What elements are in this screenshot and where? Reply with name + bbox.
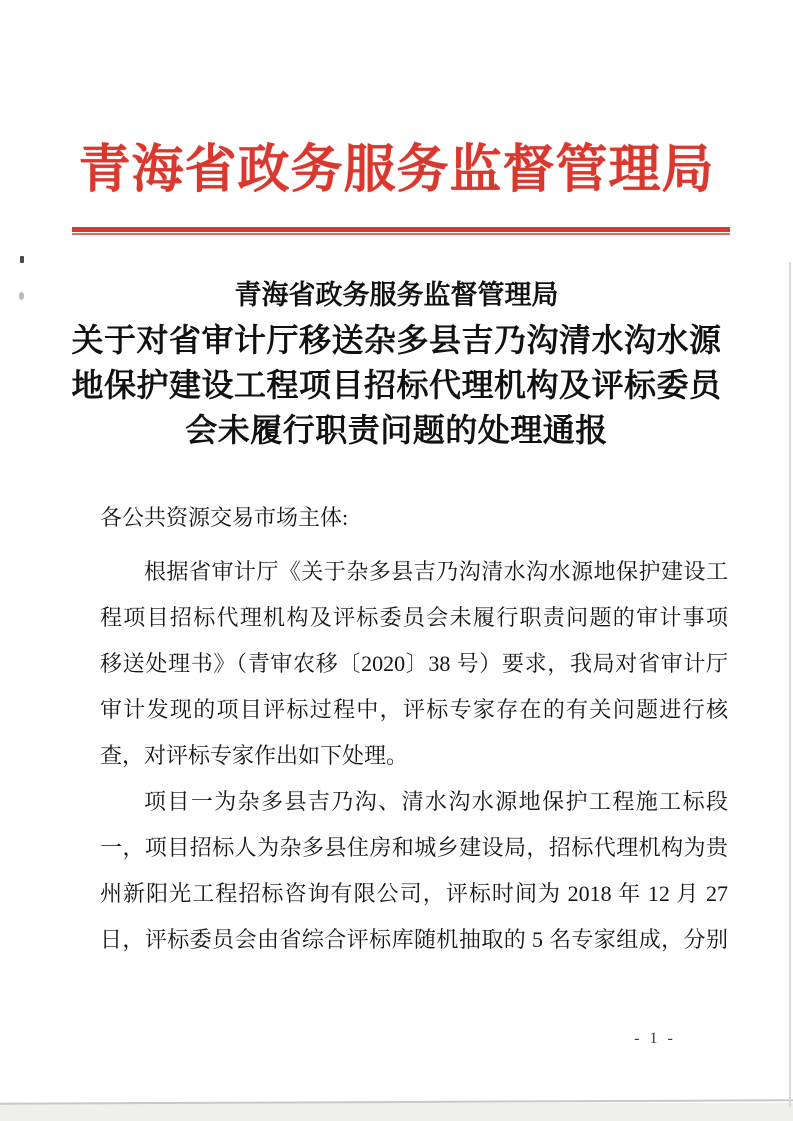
letterhead-title: 青海省政务服务监督管理局 bbox=[78, 142, 715, 199]
salutation: 各公共资源交易市场主体: bbox=[100, 505, 349, 530]
body-line: 程项目招标代理机构及评标委员会未履行职责问题的审计事项 bbox=[100, 605, 728, 630]
body-line: 州新阳光工程招标咨询有限公司，评标时间为 2018 年 12 月 27 bbox=[100, 881, 728, 906]
body-line: 查，对评标专家作出如下处理。 bbox=[100, 743, 409, 768]
title-line-4: 会未履行职责问题的处理通报 bbox=[185, 412, 608, 448]
title-line-3: 地保护建设工程项目招标代理机构及评标委员 bbox=[71, 367, 722, 403]
body-line: 移送处理书》（青审农移〔2020〕38 号）要求，我局对省审计厅 bbox=[100, 651, 728, 676]
body-line: 审计发现的项目评标过程中，评标专家存在的有关问题进行核 bbox=[100, 697, 728, 722]
body-line: 根据省审计厅《关于杂多县吉乃沟清水沟水源地保护建设工 bbox=[144, 559, 728, 584]
scan-speck bbox=[19, 292, 24, 300]
scan-edge-right bbox=[789, 262, 791, 1107]
body-line: 日，评标委员会由省综合评标库随机抽取的 5 名专家组成，分别 bbox=[100, 927, 728, 952]
document-body bbox=[100, 495, 728, 963]
page-number: - 1 - bbox=[634, 1030, 676, 1047]
body-line: 一，项目招标人为杂多县住房和城乡建设局，招标代理机构为贵 bbox=[100, 835, 728, 860]
divider-thin-line bbox=[72, 233, 730, 235]
title-line-1: 青海省政务服务监督管理局 bbox=[234, 280, 559, 310]
scan-speck bbox=[20, 256, 24, 263]
document-title bbox=[0, 272, 793, 453]
title-line-2: 关于对省审计厅移送杂多县吉乃沟清水沟水源 bbox=[71, 322, 722, 358]
body-line: 项目一为杂多县吉乃沟、清水沟水源地保护工程施工标段 bbox=[144, 789, 728, 814]
scan-edge-bottom bbox=[0, 1103, 793, 1121]
letterhead-divider bbox=[72, 227, 730, 235]
